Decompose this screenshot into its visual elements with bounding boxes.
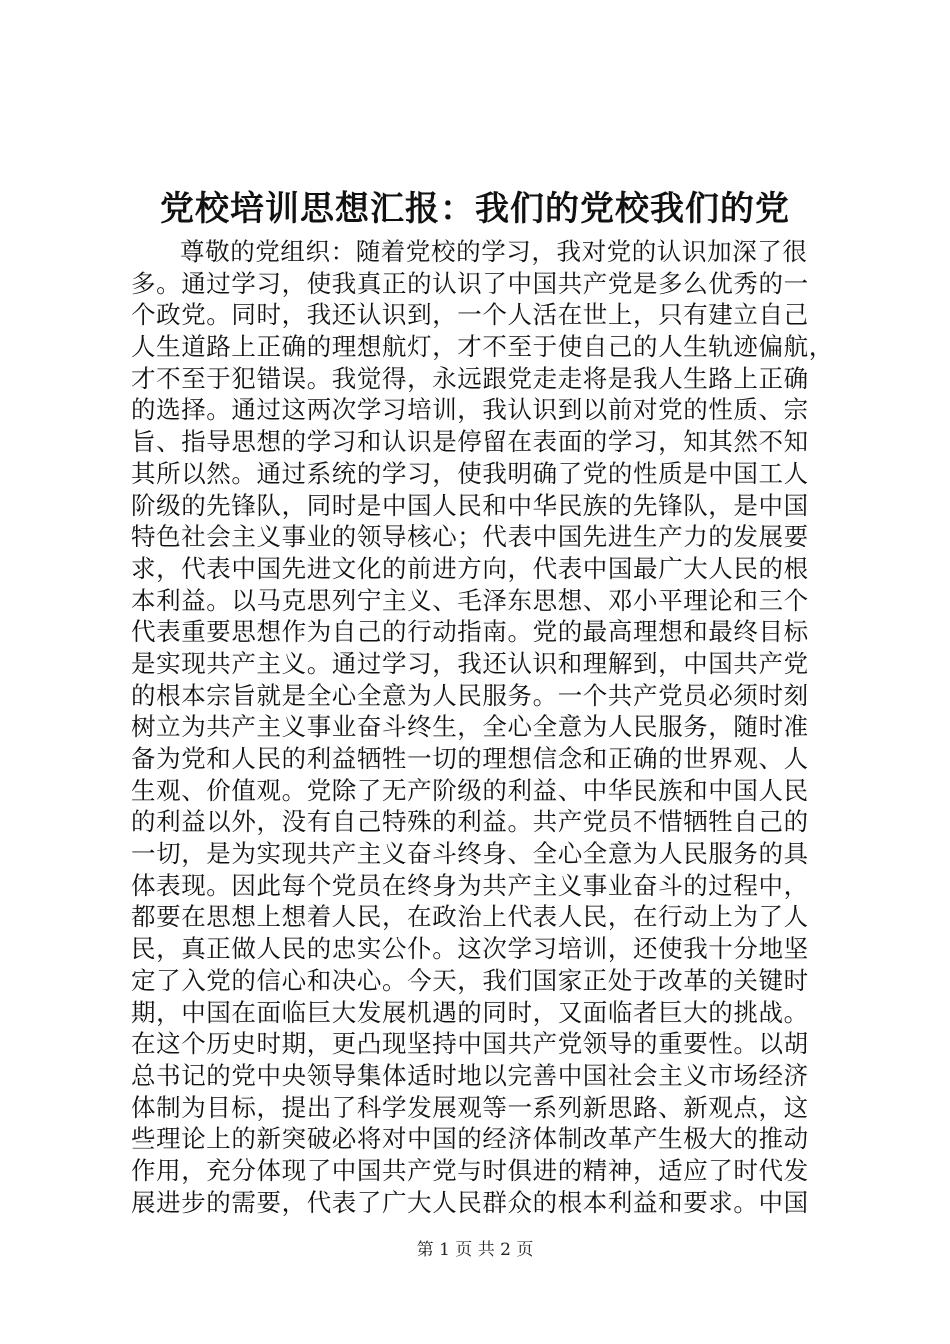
text-line: 阶级的先锋队，同时是中国人民和中华民族的先锋队，是中国	[131, 490, 809, 520]
text-line: 树立为共产主义事业奋斗终生，全心全意为人民服务，随时准	[131, 712, 809, 742]
text-line: 人生道路上正确的理想航灯，才不至于使自己的人生轨迹偏航，	[131, 332, 834, 362]
text-line: 求，代表中国先进文化的前进方向，代表中国最广大人民的根	[131, 553, 809, 583]
text-line: 的利益以外，没有自己特殊的利益。共产党员不惜牺牲自己的	[131, 807, 809, 837]
text-line: 生观、价值观。党除了无产阶级的利益、中华民族和中国人民	[131, 775, 809, 805]
page-footer: 第 1 页 共 2 页	[416, 1240, 534, 1260]
text-line: 特色社会主义事业的领导核心；代表中国先进生产力的发展要	[131, 522, 809, 552]
text-line: 展进步的需要，代表了广大人民群众的根本利益和要求。中国	[131, 1187, 809, 1217]
text-line: 期，中国在面临巨大发展机遇的同时，又面临者巨大的挑战。	[131, 997, 809, 1027]
text-line: 定了入党的信心和决心。今天，我们国家正处于改革的关键时	[131, 965, 809, 995]
text-line: 的根本宗旨就是全心全意为人民服务。一个共产党员必须时刻	[131, 680, 809, 710]
text-line: 总书记的党中央领导集体适时地以完善中国社会主义市场经济	[131, 1060, 809, 1090]
text-line: 旨、指导思想的学习和认识是停留在表面的学习，知其然不知	[131, 427, 809, 457]
text-line: 在这个历史时期，更凸现坚持中国共产党领导的重要性。以胡	[131, 1029, 809, 1059]
text-line: 是实现共产主义。通过学习，我还认识和理解到，中国共产党	[131, 648, 809, 678]
text-line: 一切，是为实现共产主义奋斗终身、全心全意为人民服务的具	[131, 839, 809, 869]
body-paragraph	[131, 236, 834, 1218]
text-line: 民，真正做人民的忠实公仆。这次学习培训，还使我十分地坚	[131, 934, 809, 964]
document-title: 党校培训思想汇报：我们的党校我们的党	[160, 189, 790, 229]
text-line: 的选择。通过这两次学习培训，我认识到以前对党的性质、宗	[131, 395, 809, 425]
text-line: 体制为目标，提出了科学发展观等一系列新思路、新观点，这	[131, 1092, 809, 1122]
text-line: 备为党和人民的利益牺牲一切的理想信念和正确的世界观、人	[131, 744, 809, 773]
text-line: 才不至于犯错误。我觉得，永远跟党走走将是我人生路上正确	[131, 363, 809, 393]
text-line: 些理论上的新突破必将对中国的经济体制改革产生极大的推动	[131, 1124, 809, 1154]
text-line: 都要在思想上想着人民，在政治上代表人民，在行动上为了人	[131, 902, 809, 932]
text-line: 作用，充分体现了中国共产党与时俱进的精神，适应了时代发	[131, 1155, 809, 1185]
text-line: 尊敬的党组织：随着党校的学习，我对党的认识加深了很	[180, 237, 808, 266]
text-line: 代表重要思想作为自己的行动指南。党的最高理想和最终目标	[131, 617, 809, 647]
text-line: 多。通过学习，使我真正的认识了中国共产党是多么优秀的一	[131, 268, 809, 298]
text-line: 个政党。同时，我还认识到，一个人活在世上，只有建立自己	[131, 300, 809, 330]
text-line: 体表现。因此每个党员在终身为共产主义事业奋斗的过程中，	[131, 870, 809, 900]
text-line: 本利益。以马克思列宁主义、毛泽东思想、邓小平理论和三个	[131, 585, 809, 615]
text-line: 其所以然。通过系统的学习，使我明确了党的性质是中国工人	[131, 458, 809, 488]
